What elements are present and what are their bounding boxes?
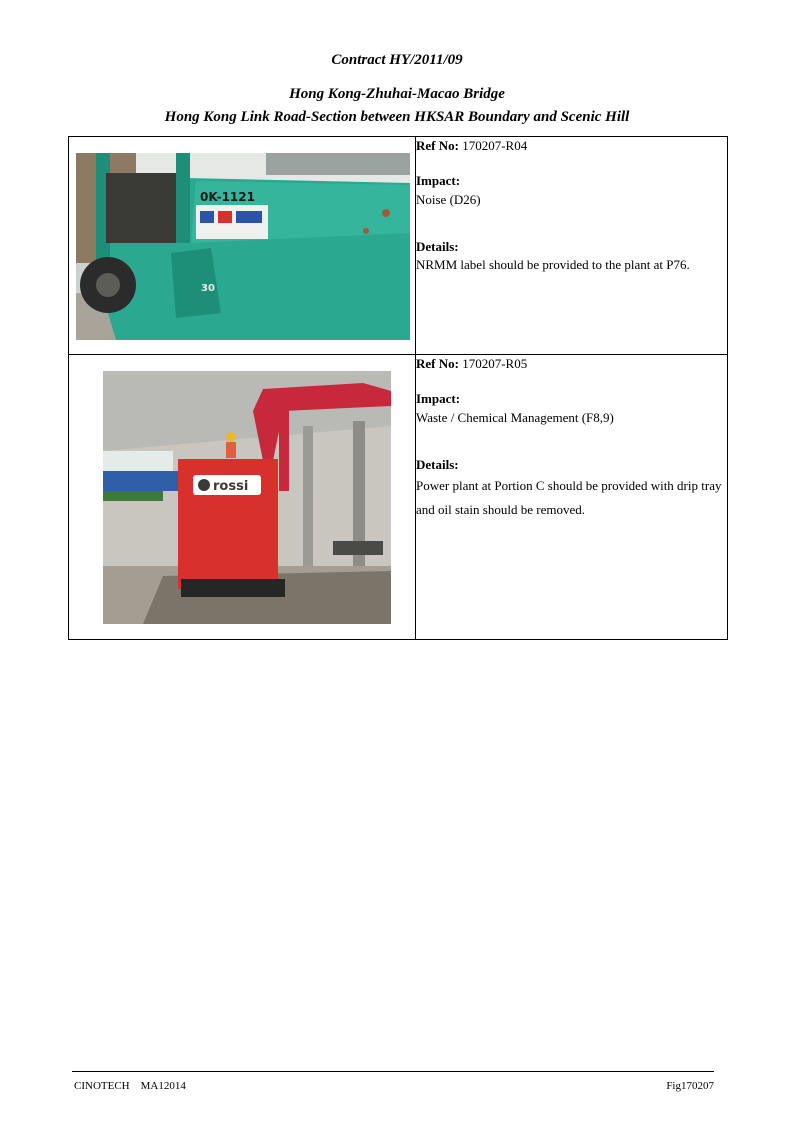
observation-row xyxy=(69,137,728,355)
photo-cell xyxy=(69,355,416,640)
ref-label: Ref No: xyxy=(416,138,459,153)
details-label: Details: xyxy=(416,238,459,254)
ref-label: Ref No: xyxy=(416,356,459,371)
impact-label: Impact: xyxy=(416,172,461,188)
generator-photo xyxy=(103,371,391,624)
details-cell xyxy=(416,137,728,355)
section-title: Hong Kong Link Road-Section between HKSAR Boundary and Scenic Hill xyxy=(164,109,630,125)
photo-cell xyxy=(69,137,416,355)
details-label: Details: xyxy=(416,456,459,472)
observation-table xyxy=(68,136,728,640)
details-cell xyxy=(416,355,728,640)
footer-divider xyxy=(72,1071,714,1072)
ref-number: 170207-R05 xyxy=(462,356,528,371)
project-title: Hong Kong-Zhuhai-Macao Bridge xyxy=(289,86,505,102)
generator-brand: rossi xyxy=(213,479,249,494)
details-value: Power plant at Portion C should be provided with drip tray and oil stain should be removed. xyxy=(416,478,722,518)
observation-row xyxy=(69,355,728,640)
footer-company: CINOTECH MA12014 xyxy=(74,1080,186,1092)
svg-text:30: 30 xyxy=(201,283,215,294)
impact-value: Noise (D26) xyxy=(416,191,481,207)
forklift-photo xyxy=(76,153,410,340)
footer-figure-number: Fig170207 xyxy=(666,1080,714,1092)
impact-value: Waste / Chemical Management (F8,9) xyxy=(416,409,614,425)
details-value: NRMM label should be provided to the plant at P76. xyxy=(416,257,690,273)
forklift-plate-number: 0K-1121 xyxy=(200,190,255,204)
contract-title: Contract HY/2011/09 xyxy=(331,52,463,68)
impact-label: Impact: xyxy=(416,390,461,406)
ref-number: 170207-R04 xyxy=(462,138,528,153)
